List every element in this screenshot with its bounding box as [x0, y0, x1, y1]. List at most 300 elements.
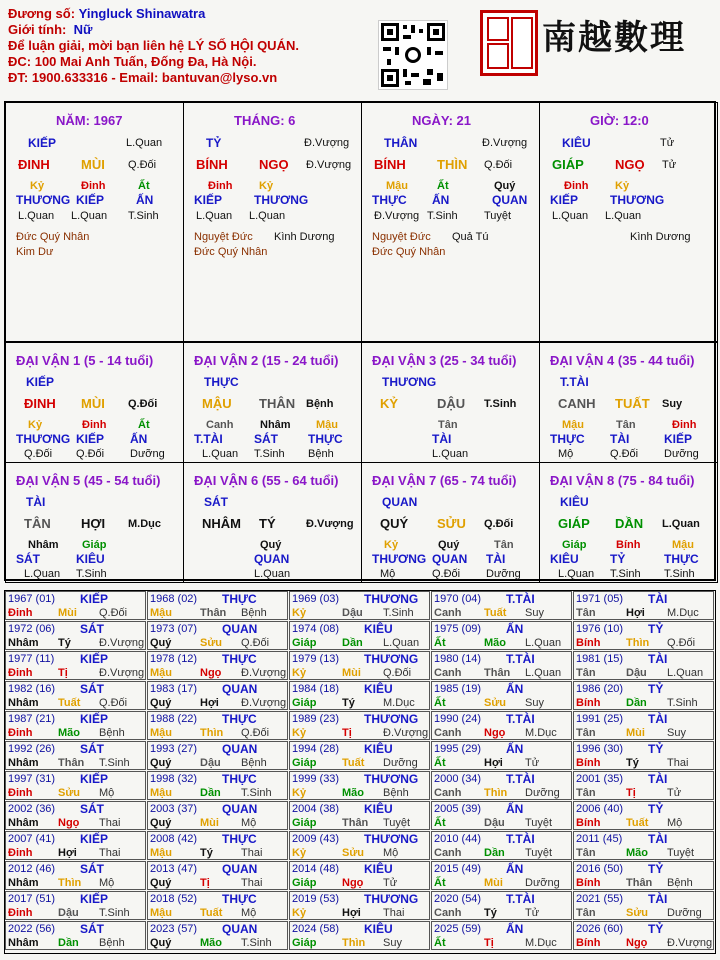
year-label: 2024 (58) — [292, 923, 340, 935]
dai-van-6 — [183, 462, 362, 583]
year-truong-sinh: Q.Đối — [383, 667, 412, 679]
dai-van-hidden-truong-sinh: Mộ — [380, 568, 396, 580]
year-can: Tân — [576, 667, 596, 679]
year-cell — [5, 771, 146, 800]
year-ten-than: KIẾP — [80, 772, 109, 786]
hidden-ten-than: ẤN — [432, 193, 450, 207]
hidden-ten-than: THƯƠNG — [254, 193, 309, 207]
dai-van-chi: TÝ — [259, 516, 276, 531]
dai-van-hidden-truong-sinh: Q.Đối — [610, 448, 639, 460]
dai-van-2 — [183, 342, 362, 463]
year-cell — [147, 891, 288, 920]
year-ten-than: ẤN — [506, 802, 524, 816]
year-ten-than: QUAN — [222, 622, 258, 636]
year-cell — [431, 621, 572, 650]
year-cell — [431, 711, 572, 740]
year-chi: Thìn — [484, 787, 508, 799]
dai-van-hidden-stem: Tân — [494, 539, 514, 551]
year-ten-than: TỶ — [648, 862, 664, 876]
year-truong-sinh: T.Sinh — [99, 757, 130, 769]
pillar-chi: NGỌ — [615, 157, 645, 172]
year-label: 1981 (15) — [576, 653, 624, 665]
year-ten-than: KIÊU — [364, 922, 393, 936]
dai-van-hidden-stem: Ất — [138, 419, 150, 431]
dai-van-hidden-truong-sinh: L.Quan — [558, 568, 595, 580]
gioitinh: Nữ — [73, 22, 93, 37]
year-cell — [289, 801, 430, 830]
year-ten-than: KIẾP — [80, 652, 109, 666]
year-can: Ất — [434, 877, 446, 889]
year-chi: Dần — [342, 637, 363, 649]
dai-van-hidden-ten-than: KIẾP — [76, 432, 105, 446]
dai-van-hidden-ten-than: TÀI — [486, 552, 506, 566]
year-cell — [5, 711, 146, 740]
year-cell — [5, 621, 146, 650]
year-label: 2015 (49) — [434, 863, 482, 875]
year-truong-sinh: Mộ — [99, 787, 115, 799]
year-label: 1974 (08) — [292, 623, 340, 635]
year-cell — [431, 681, 572, 710]
dai-van-hidden-truong-sinh: L.Quan — [432, 448, 469, 460]
year-can: Canh — [434, 847, 462, 859]
dai-van-hidden-ten-than: THƯƠNG — [16, 432, 71, 446]
year-ten-than: THỰC — [222, 832, 257, 846]
year-label: 1996 (30) — [576, 743, 624, 755]
year-chi: Hợi — [58, 847, 77, 859]
year-truong-sinh: Dưỡng — [525, 877, 560, 889]
year-label: 1999 (33) — [292, 773, 340, 785]
year-chi: Sửu — [200, 637, 223, 649]
year-cell — [431, 861, 572, 890]
dai-van-truong-sinh: Đ.Vượng — [306, 518, 354, 530]
year-can: Canh — [434, 727, 462, 739]
dai-van-hidden-truong-sinh: Mộ — [558, 448, 574, 460]
year-ten-than: T.TÀI — [506, 712, 535, 726]
dai-van-chi: THÂN — [259, 396, 296, 411]
dai-van-chi: DẦN — [615, 516, 644, 531]
pillar-title: GIỜ: 12:0 — [590, 113, 649, 128]
year-chi: Dần — [58, 937, 79, 949]
year-ten-than: ẤN — [506, 622, 524, 636]
hidden-ten-than: THỰC — [372, 193, 407, 207]
year-ten-than: TÀI — [648, 712, 668, 726]
year-can: Quý — [150, 937, 172, 949]
year-can: Bính — [576, 637, 601, 649]
year-label: 1980 (14) — [434, 653, 482, 665]
dai-van-hidden-ten-than: TÀI — [610, 432, 630, 446]
year-can: Tân — [576, 727, 596, 739]
year-label: 1968 (02) — [150, 593, 198, 605]
year-ten-than: KIÊU — [364, 802, 393, 816]
year-truong-sinh: M.Dục — [383, 697, 415, 709]
dai-van-hidden-stem: Tân — [438, 419, 458, 431]
year-truong-sinh: Bệnh — [241, 607, 267, 619]
year-truong-sinh: Đ.Vượng — [241, 697, 287, 709]
dai-van-can: CANH — [558, 396, 596, 411]
year-can: Giáp — [292, 757, 317, 769]
red-seal-logo — [480, 10, 538, 76]
year-chi: Mão — [626, 847, 648, 859]
year-cell — [573, 711, 714, 740]
year-cell — [5, 741, 146, 770]
year-label: 2020 (54) — [434, 893, 482, 905]
year-label: 1998 (32) — [150, 773, 198, 785]
year-ten-than: KIÊU — [364, 862, 393, 876]
year-chi: Thìn — [200, 727, 224, 739]
year-can: Tân — [576, 907, 596, 919]
year-cell — [147, 591, 288, 620]
year-cell — [573, 651, 714, 680]
pillar-chi: NGỌ — [259, 157, 289, 172]
year-truong-sinh: Tuyệt — [383, 817, 411, 829]
pillar-can-truong-sinh: Tử — [660, 137, 675, 149]
year-can: Quý — [150, 637, 172, 649]
year-truong-sinh: Bệnh — [667, 877, 693, 889]
year-label: 1997 (31) — [8, 773, 56, 785]
pillar-can-ten-than: KIẾP — [28, 136, 57, 150]
year-cell — [431, 651, 572, 680]
year-can: Tân — [576, 607, 596, 619]
year-can: Quý — [150, 697, 172, 709]
year-cell — [573, 621, 714, 650]
year-truong-sinh: Bệnh — [241, 757, 267, 769]
year-ten-than: SÁT — [80, 622, 104, 636]
dai-van-hidden-ten-than: KIÊU — [76, 552, 105, 566]
year-ten-than: T.TÀI — [506, 592, 535, 606]
year-chi: Mùi — [626, 727, 645, 739]
year-cell — [5, 921, 146, 950]
year-label: 1986 (20) — [576, 683, 624, 695]
year-cell — [5, 801, 146, 830]
year-chi: Dậu — [626, 667, 647, 679]
year-can: Kỷ — [292, 727, 307, 739]
hidden-truong-sinh: T.Sinh — [128, 210, 159, 222]
year-ten-than: TỶ — [648, 742, 664, 756]
year-chi: Tý — [200, 847, 213, 859]
year-chi: Thìn — [58, 877, 82, 889]
year-ten-than: THỰC — [222, 892, 257, 906]
dai-van-chi: HỢI — [81, 516, 106, 531]
pillar-title: THÁNG: 6 — [234, 113, 296, 128]
pillar-chi-truong-sinh: Q.Đối — [128, 159, 157, 171]
dai-van-truong-sinh: T.Sinh — [484, 398, 517, 410]
hidden-truong-sinh: T.Sinh — [427, 210, 458, 222]
year-ten-than: T.TÀI — [506, 892, 535, 906]
year-can: Canh — [434, 907, 462, 919]
year-cell — [147, 651, 288, 680]
year-ten-than: TÀI — [648, 832, 668, 846]
year-truong-sinh: Q.Đối — [99, 607, 128, 619]
year-cell — [573, 831, 714, 860]
hidden-truong-sinh: L.Quan — [196, 210, 233, 222]
year-label: 2023 (57) — [150, 923, 198, 935]
year-cell — [573, 591, 714, 620]
year-cell — [573, 681, 714, 710]
year-chi: Mão — [58, 727, 80, 739]
year-can: Nhâm — [8, 757, 39, 769]
year-can: Canh — [434, 787, 462, 799]
year-cell — [147, 711, 288, 740]
year-ten-than: TỶ — [648, 622, 664, 636]
year-chi: Tý — [626, 757, 639, 769]
year-truong-sinh: T.Sinh — [241, 937, 272, 949]
year-ten-than: KIÊU — [364, 742, 393, 756]
year-cell — [289, 711, 430, 740]
dai-van-hidden-truong-sinh: L.Quan — [254, 568, 291, 580]
year-cell — [289, 771, 430, 800]
pillar-chi-truong-sinh: Đ.Vượng — [306, 159, 352, 171]
pillar-title: NĂM: 1967 — [56, 113, 123, 128]
year-truong-sinh: Q.Đối — [241, 637, 270, 649]
year-label: 1970 (04) — [434, 593, 482, 605]
year-truong-sinh: Tử — [525, 757, 540, 769]
year-cell — [431, 591, 572, 620]
pillar-0 — [5, 102, 184, 342]
year-cell — [431, 891, 572, 920]
year-label: 1990 (24) — [434, 713, 482, 725]
dai-van-title: ĐẠI VẬN 1 (5 - 14 tuổi) — [16, 353, 154, 368]
year-ten-than: THƯƠNG — [364, 712, 419, 726]
year-can: Kỷ — [292, 847, 307, 859]
pillar-can: BÍNH — [196, 157, 228, 172]
hidden-ten-than: KIẾP — [194, 193, 223, 207]
year-chi: Tị — [58, 667, 68, 679]
year-ten-than: KIẾP — [80, 832, 109, 846]
dai-van-hidden-ten-than: T.TÀI — [194, 432, 223, 446]
year-label: 1988 (22) — [150, 713, 198, 725]
year-chi: Mùi — [58, 607, 77, 619]
year-can: Ất — [434, 697, 446, 709]
year-chi: Dần — [626, 697, 647, 709]
year-truong-sinh: Thai — [241, 847, 263, 859]
year-chi: Tý — [58, 637, 71, 649]
year-chi: Ngọ — [626, 937, 648, 949]
year-ten-than: TỶ — [648, 802, 664, 816]
year-chi: Tị — [484, 937, 494, 949]
year-ten-than: SÁT — [80, 922, 104, 936]
phone-email-line[interactable]: ĐT: 1900.633316 - Email: bantuvan@lyso.vn — [8, 70, 278, 85]
year-ten-than: TÀI — [648, 592, 668, 606]
year-can: Ất — [434, 757, 446, 769]
dai-van-can: KỶ — [380, 396, 399, 411]
qr-code[interactable] — [378, 20, 448, 90]
year-chi: Mùi — [200, 817, 219, 829]
year-label: 2014 (48) — [292, 863, 340, 875]
year-can: Canh — [434, 607, 462, 619]
year-ten-than: TỶ — [648, 922, 664, 936]
pillar-chi-truong-sinh: Q.Đối — [484, 159, 513, 171]
year-cell — [147, 801, 288, 830]
year-chi: Ngọ — [484, 727, 506, 739]
year-chi: Dậu — [200, 757, 221, 769]
year-ten-than: SÁT — [80, 682, 104, 696]
dai-van-hidden-truong-sinh: Q.Đối — [432, 568, 461, 580]
year-ten-than: QUAN — [222, 802, 258, 816]
dai-van-can: QUÝ — [380, 516, 409, 531]
hidden-stem: Quý — [494, 180, 516, 192]
year-truong-sinh: Suy — [525, 607, 544, 619]
year-chi: Dậu — [58, 907, 79, 919]
dai-van-chi: DẬU — [437, 396, 466, 411]
year-truong-sinh: Tuyệt — [667, 847, 695, 859]
year-chi: Tuất — [200, 907, 223, 919]
year-label: 1979 (13) — [292, 653, 340, 665]
year-can: Đinh — [8, 787, 33, 799]
year-chi: Tị — [200, 877, 210, 889]
year-ten-than: T.TÀI — [506, 652, 535, 666]
year-can: Giáp — [292, 877, 317, 889]
pillar-can-truong-sinh: Đ.Vượng — [304, 137, 350, 149]
year-can: Giáp — [292, 637, 317, 649]
year-can: Đinh — [8, 907, 33, 919]
year-can: Mậu — [150, 607, 172, 619]
year-truong-sinh: T.Sinh — [99, 907, 130, 919]
year-ten-than: T.TÀI — [506, 772, 535, 786]
dai-van-can: GIÁP — [558, 516, 590, 531]
year-label: 2025 (59) — [434, 923, 482, 935]
year-chi: Ngọ — [58, 817, 80, 829]
year-chi: Thân — [342, 817, 369, 829]
year-chi: Mão — [200, 937, 222, 949]
dai-van-hidden-stem: Tân — [616, 419, 636, 431]
dai-van-ten-than: SÁT — [204, 495, 228, 509]
year-can: Quý — [150, 817, 172, 829]
dai-van-ten-than: THƯƠNG — [382, 375, 437, 389]
dai-van-chi: TUẤT — [615, 396, 650, 411]
year-label: 2000 (34) — [434, 773, 482, 785]
dai-van-hidden-ten-than: SÁT — [16, 552, 40, 566]
pillar-chi-truong-sinh: Tử — [662, 159, 677, 171]
year-cell — [147, 861, 288, 890]
year-chi: Dậu — [484, 817, 505, 829]
year-can: Đinh — [8, 847, 33, 859]
year-can: Kỷ — [292, 787, 307, 799]
dai-van-hidden-truong-sinh: Dưỡng — [664, 448, 699, 460]
dai-van-hidden-ten-than: THỰC — [664, 552, 699, 566]
year-truong-sinh: T.Sinh — [667, 697, 698, 709]
gioitinh-label: Giới tính: — [8, 22, 67, 37]
year-cell — [431, 741, 572, 770]
year-chi: Dậu — [342, 607, 363, 619]
year-cell — [289, 861, 430, 890]
dai-van-hidden-truong-sinh: L.Quan — [202, 448, 239, 460]
dai-van-title: ĐẠI VẬN 4 (35 - 44 tuổi) — [550, 353, 695, 368]
year-cell — [147, 621, 288, 650]
year-cell — [289, 591, 430, 620]
year-cell — [573, 891, 714, 920]
year-can: Đinh — [8, 667, 33, 679]
year-label: 1984 (18) — [292, 683, 340, 695]
dai-van-can: NHÂM — [202, 516, 241, 531]
dai-van-title: ĐẠI VẬN 3 (25 - 34 tuổi) — [372, 353, 517, 368]
year-can: Bính — [576, 817, 601, 829]
dai-van-truong-sinh: Q.Đối — [128, 398, 158, 410]
year-cell — [573, 861, 714, 890]
dai-van-hidden-ten-than: TỶ — [610, 552, 626, 566]
year-truong-sinh: Đ.Vượng — [99, 667, 145, 679]
dai-van-title: ĐẠI VẬN 7 (65 - 74 tuổi) — [372, 473, 517, 488]
than-sat-1: Đức Quý Nhân — [16, 231, 90, 243]
year-label: 1975 (09) — [434, 623, 482, 635]
year-truong-sinh: Tử — [525, 907, 540, 919]
dai-van-hidden-stem: Giáp — [562, 539, 587, 551]
dai-van-3 — [361, 342, 540, 463]
year-label: 1976 (10) — [576, 623, 624, 635]
year-label: 1969 (03) — [292, 593, 340, 605]
dai-van-title: ĐẠI VẬN 8 (75 - 84 tuổi) — [550, 473, 695, 488]
year-truong-sinh: T.Sinh — [383, 607, 414, 619]
address-line: ĐC: 100 Mai Anh Tuấn, Đống Đa, Hà Nội. — [8, 54, 257, 69]
year-cell — [5, 891, 146, 920]
hidden-stem: Kỷ — [259, 180, 274, 192]
pillar-can: BÍNH — [374, 157, 406, 172]
year-truong-sinh: M.Dục — [525, 937, 557, 949]
year-ten-than: TÀI — [648, 892, 668, 906]
dai-van-hidden-stem: Kỷ — [28, 419, 43, 431]
year-truong-sinh: Mộ — [241, 907, 257, 919]
year-ten-than: THƯƠNG — [364, 652, 419, 666]
year-truong-sinh: Thai — [99, 847, 121, 859]
year-truong-sinh: L.Quan — [525, 667, 562, 679]
dai-van-hidden-stem: Nhâm — [28, 539, 59, 551]
dai-van-ten-than: KIÊU — [560, 495, 589, 509]
year-truong-sinh: Bệnh — [99, 937, 125, 949]
year-can: Nhâm — [8, 877, 39, 889]
dai-van-truong-sinh: Q.Đối — [484, 518, 514, 530]
dai-van-hidden-truong-sinh: T.Sinh — [664, 568, 695, 580]
year-label: 2012 (46) — [8, 863, 56, 875]
year-label: 1992 (26) — [8, 743, 56, 755]
year-truong-sinh: Suy — [525, 697, 544, 709]
hidden-stem: Ất — [138, 180, 150, 192]
dai-van-can: TÂN — [24, 516, 51, 531]
year-chi: Tý — [342, 697, 355, 709]
year-label: 2022 (56) — [8, 923, 56, 935]
year-chi: Thìn — [626, 637, 650, 649]
year-ten-than: QUAN — [222, 682, 258, 696]
year-label: 2021 (55) — [576, 893, 624, 905]
year-truong-sinh: L.Quan — [383, 637, 420, 649]
year-ten-than: THƯƠNG — [364, 592, 419, 606]
name: Yingluck Shinawatra — [78, 6, 206, 21]
dai-van-4 — [539, 342, 718, 463]
than-sat-3: Quả Tú — [452, 231, 489, 243]
pillar-can-ten-than: THÂN — [384, 136, 418, 150]
year-can: Đinh — [8, 727, 33, 739]
year-ten-than: SÁT — [80, 802, 104, 816]
year-label: 2009 (43) — [292, 833, 340, 845]
year-cell — [573, 741, 714, 770]
year-chi: Hợi — [200, 697, 219, 709]
year-ten-than: SÁT — [80, 862, 104, 876]
year-can: Bính — [576, 697, 601, 709]
year-cell — [5, 591, 146, 620]
year-ten-than: SÁT — [80, 742, 104, 756]
year-ten-than: THƯƠNG — [364, 772, 419, 786]
year-truong-sinh: T.Sinh — [241, 787, 272, 799]
year-chi: Sửu — [58, 787, 81, 799]
year-can: Tân — [576, 847, 596, 859]
dai-van-can: ĐINH — [24, 396, 56, 411]
hidden-stem: Đinh — [81, 180, 106, 192]
year-label: 2019 (53) — [292, 893, 340, 905]
year-label: 1995 (29) — [434, 743, 482, 755]
year-truong-sinh: Thai — [383, 907, 405, 919]
dai-van-hidden-ten-than: THỰC — [550, 432, 585, 446]
dai-van-title: ĐẠI VẬN 5 (45 - 54 tuổi) — [16, 473, 161, 488]
year-label: 1991 (25) — [576, 713, 624, 725]
hidden-stem: Ất — [437, 180, 449, 192]
